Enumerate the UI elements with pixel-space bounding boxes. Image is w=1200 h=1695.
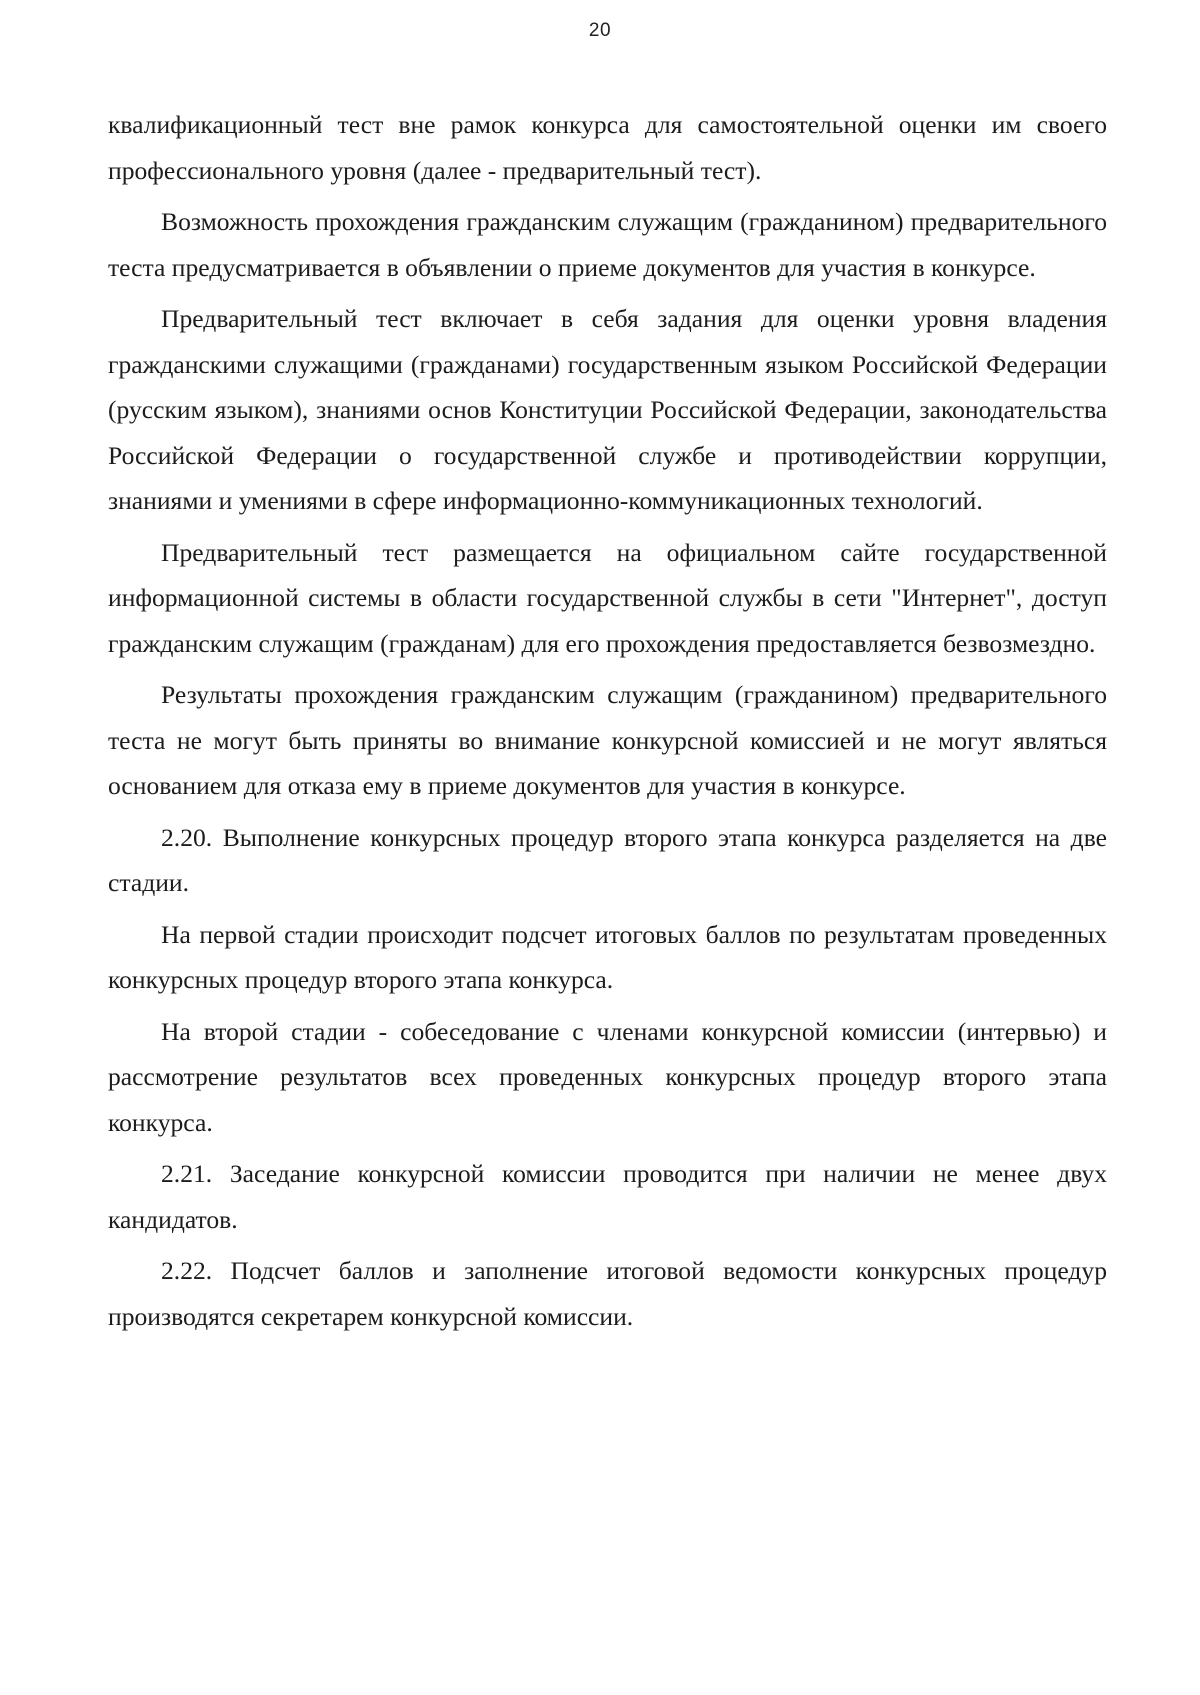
paragraph-first-stage: На первой стадии происходит подсчет итоговых баллов по результатам проведенных конкурсных процедур второго этапа конкурса. <box>108 919 1107 994</box>
paragraph-preliminary-test-results: Результаты прохождения гражданским служащим (гражданином) предварительного теста не могут быть приняты во внимание конкурсной комиссией и не могут являться основанием для отказа ему в приеме документов для участия в конкурсе. <box>108 680 1107 800</box>
paragraph-preliminary-test-content: Предварительный тест включает в себя задания для оценки уровня владения гражданскими служащими (гражданами) государственным языком Российской Федерации (русским языком), знаниями основ Конституции Российской Федерации, законодательства Российской Федерации о государственной службе и противодействии коррупции, знаниями и умениями в сфере информационно-коммуникационных технологий. <box>108 304 1107 515</box>
paragraph-preliminary-test-possibility: Возможность прохождения гражданским служащим (гражданином) предварительного теста предусматривается в объявлении о приеме документов для участия в конкурсе. <box>108 207 1107 282</box>
document-body <box>108 102 1107 1339</box>
paragraph-second-stage: На второй стадии - собеседование с членами конкурсной комиссии (интервью) и рассмотрение результатов всех проведенных конкурсных процедур второго этапа конкурса. <box>108 1016 1107 1137</box>
paragraph-preliminary-test-placement: Предварительный тест размещается на официальном сайте государственной информационной системы в области государственной службы в сети "Интернет", доступ гражданским служащим (гражданам) для его прохождения предоставляется безвозмездно. <box>108 537 1107 658</box>
paragraph-clause-2-21: 2.21. Заседание конкурсной комиссии проводится при наличии не менее двух кандидатов. <box>108 1159 1107 1234</box>
paragraph-continuation: квалификационный тест вне рамок конкурса для самостоятельной оценки им своего профессионального уровня (далее - предварительный тест). <box>108 110 1107 185</box>
paragraph-clause-2-22: 2.22. Подсчет баллов и заполнение итоговой ведомости конкурсных процедур производятся секретарем конкурсной комиссии. <box>108 1256 1107 1331</box>
page-number: 20 <box>588 20 612 41</box>
paragraph-clause-2-20: 2.20. Выполнение конкурсных процедур второго этапа конкурса разделяется на две стадии. <box>108 822 1107 897</box>
